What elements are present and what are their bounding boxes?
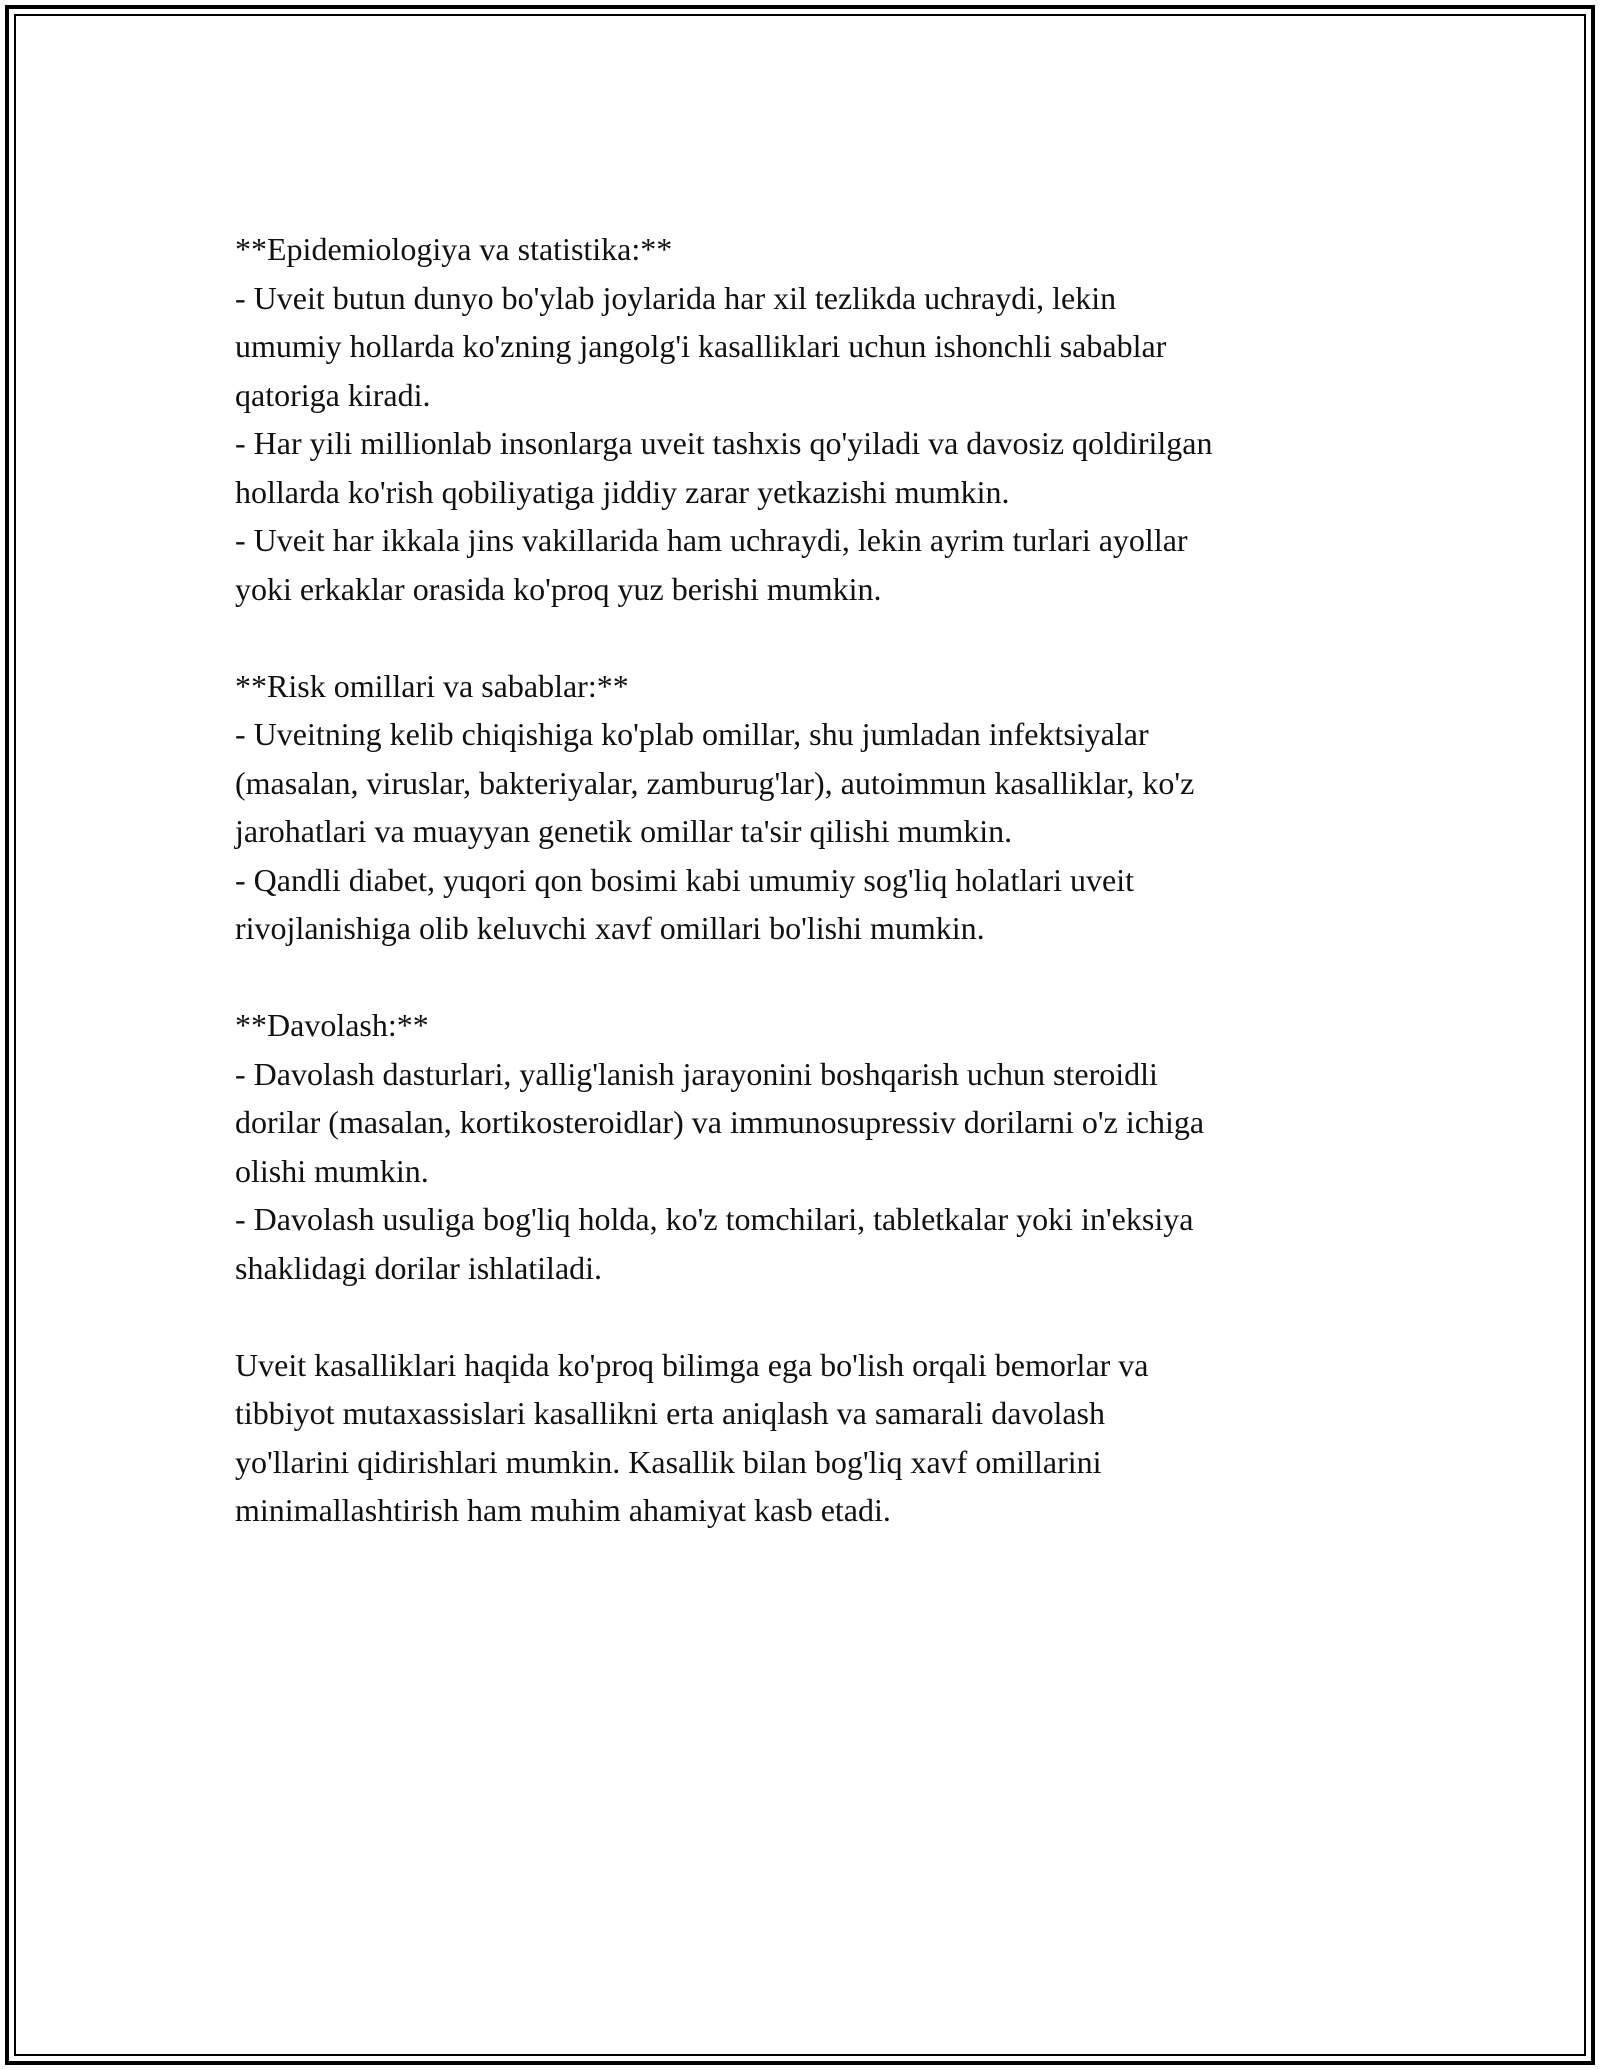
text-line: qatoriga kiradi. (235, 376, 431, 413)
text-line: yo'llarini qidirishlari mumkin. Kasallik bilan bog'liq xavf omillarini (235, 1443, 1102, 1480)
conclusion-paragraph (235, 1341, 1375, 1535)
text-line: umumiy hollarda ko'zning jangolg'i kasalliklari uchun ishonchli sabablar (235, 328, 1167, 364)
text-line: minimallashtirish ham muhim ahamiyat kasb etadi. (235, 1492, 891, 1528)
section-heading: **Davolash:** (235, 1007, 429, 1043)
text-line: - Uveit har ikkala jins vakillarida ham uchraydi, lekin ayrim turlari ayollar (235, 522, 1188, 558)
text-line: - Qandli diabet, yuqori qon bosimi kabi umumiy sog'liq holatlari uveit (235, 861, 1134, 898)
text-line: rivojlanishiga olib keluvchi xavf omillari bo'lishi mumkin. (235, 910, 985, 946)
paragraph-spacer (235, 953, 1375, 1002)
text-line: yoki erkaklar orasida ko'proq yuz berishi mumkin. (235, 570, 882, 607)
text-line: - Uveitning kelib chiqishiga ko'plab omillar, shu jumladan infektsiyalar (235, 716, 1149, 752)
text-line: Uveit kasalliklari haqida ko'proq bilimga ega bo'lish orqali bemorlar va (235, 1346, 1149, 1383)
section-risk-factors (235, 662, 1375, 953)
text-line: (masalan, viruslar, bakteriyalar, zamburug'lar), autoimmun kasalliklar, ko'z (235, 764, 1195, 801)
section-heading: **Epidemiologiya va statistika:** (235, 231, 673, 267)
section-treatment (235, 1001, 1375, 1292)
text-line: - Uveit butun dunyo bo'ylab joylarida har xil tezlikda uchraydi, lekin (235, 279, 1117, 316)
text-line: olishi mumkin. (235, 1152, 429, 1189)
section-epidemiology (235, 225, 1375, 613)
text-line: dorilar (masalan, kortikosteroidlar) va immunosupressiv dorilarni o'z ichiga (235, 1104, 1205, 1140)
text-line: - Davolash dasturlari, yallig'lanish jarayonini boshqarish uchun steroidli (235, 1055, 1158, 1092)
paragraph-spacer (235, 613, 1375, 662)
text-line: jarohatlari va muayyan genetik omillar ta'sir qilishi mumkin. (235, 813, 1013, 849)
text-line: hollarda ko'rish qobiliyatiga jiddiy zarar yetkazishi mumkin. (235, 473, 1010, 510)
text-line: shaklidagi dorilar ishlatiladi. (235, 1249, 603, 1286)
text-line: tibbiyot mutaxassislari kasallikni erta aniqlash va samarali davolash (235, 1395, 1105, 1431)
text-line: - Har yili millionlab insonlarga uveit tashxis qo'yiladi va davosiz qoldirilgan (235, 425, 1213, 461)
section-heading: **Risk omillari va sabablar:** (235, 667, 629, 704)
text-line: - Davolash usuliga bog'liq holda, ko'z tomchilari, tabletkalar yoki in'eksiya (235, 1201, 1194, 1237)
document-body (235, 225, 1375, 1535)
paragraph-spacer (235, 1292, 1375, 1341)
